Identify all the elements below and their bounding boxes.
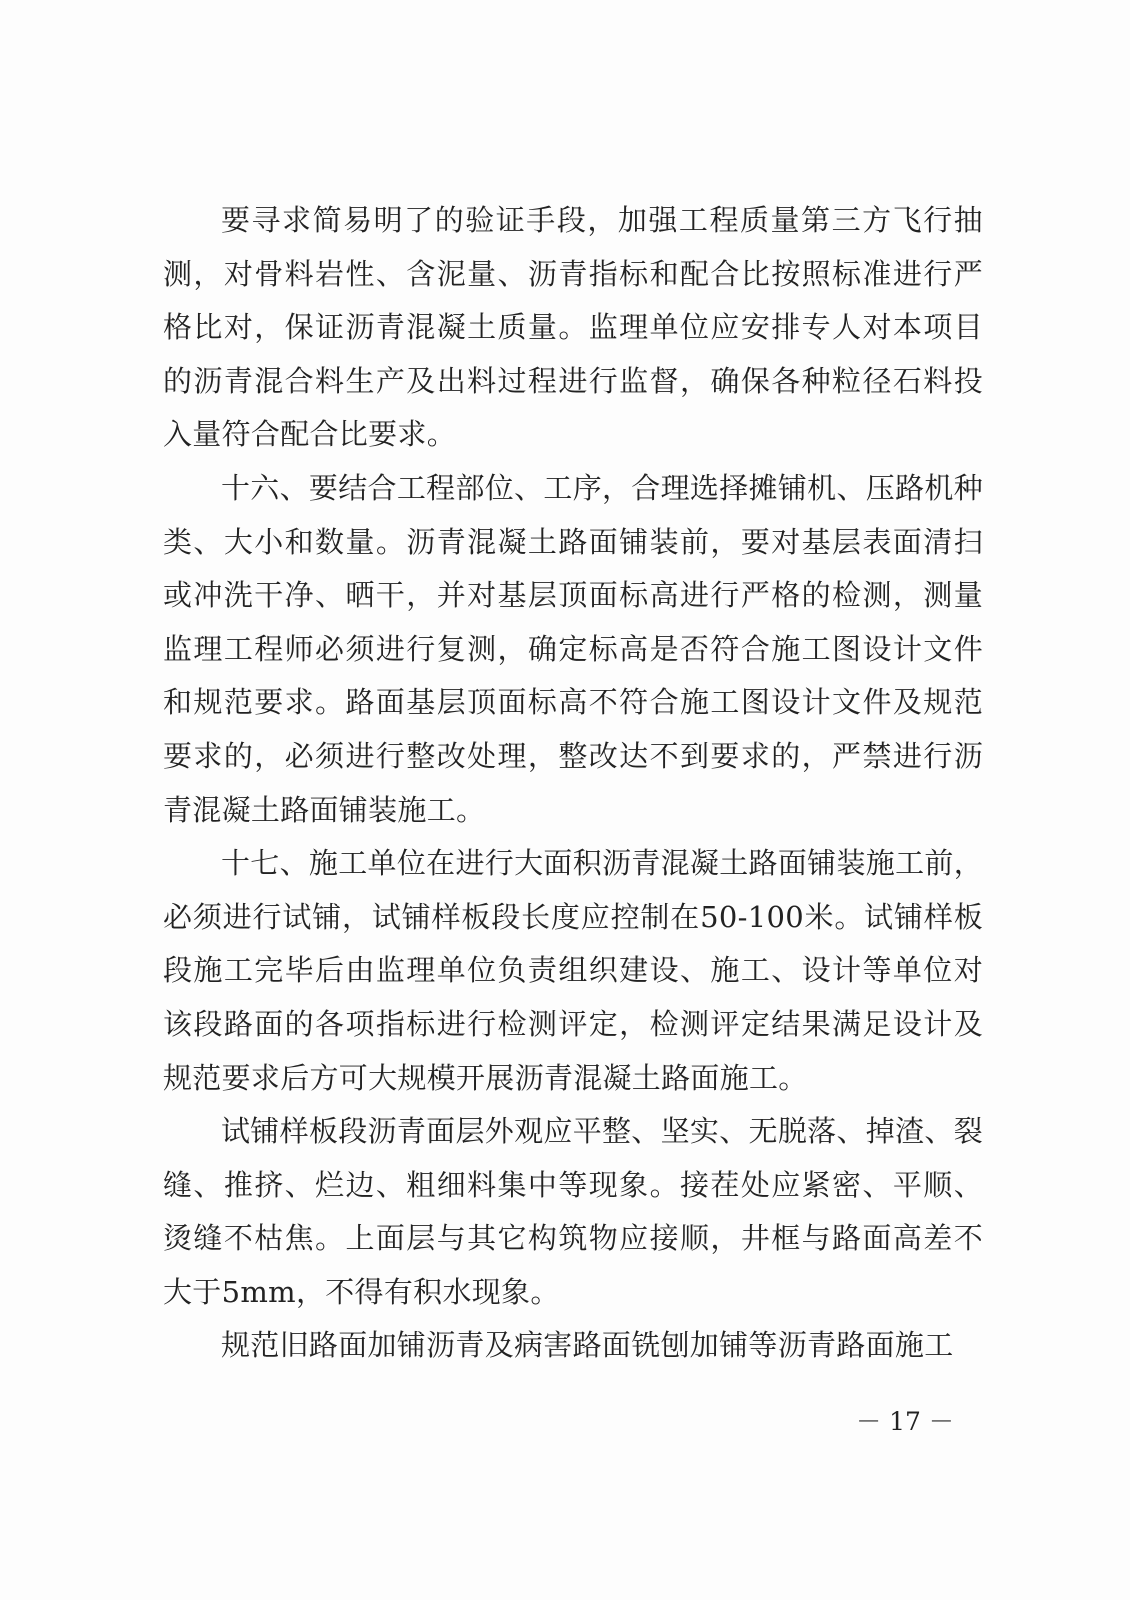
paragraph-aggregate-quality: 要寻求简易明了的验证手段，加强工程质量第三方飞行抽测，对骨料岩性、含泥量、沥青指标和配合比按照标准进行严格比对，保证沥青混凝土质量。监理单位应安排专人对本项目的沥青混合料生产及出料过程进行监督，确保各种粒径石料投入量符合配合比要求。 [163, 203, 983, 452]
paragraph-old-road-overlay: 规范旧路面加铺沥青及病害路面铣刨加铺等沥青路面施工 [221, 1328, 954, 1363]
paragraph-item-17: 十七、施工单位在进行大面积沥青混凝土路面铺装施工前，必须进行试铺，试铺样板段长度应控制在50-100米。试铺样板段施工完毕后由监理单位负责组织建设、施工、设计等单位对该段路面的各项指标进行检测评定，检测评定结果满足设计及规范要求后方可大规模开展沥青混凝土路面施工。 [163, 846, 983, 1095]
document-body [163, 194, 983, 1373]
paragraph-item-16: 十六、要结合工程部位、工序，合理选择摊铺机、压路机种类、大小和数量。沥青混凝土路面铺装前，要对基层表面清扫或冲洗干净、晒干，并对基层顶面标高进行严格的检测，测量监理工程师必须进行复测，确定标高是否符合施工图设计文件和规范要求。路面基层顶面标高不符合施工图设计文件及规范要求的，必须进行整改处理，整改达不到要求的，严禁进行沥青混凝土路面铺装施工。 [163, 470, 983, 827]
paragraph-trial-section-appearance: 试铺样板段沥青面层外观应平整、坚实、无脱落、掉渣、裂缝、推挤、烂边、粗细料集中等现象。接茬处应紧密、平顺、烫缝不枯焦。上面层与其它构筑物应接顺，井框与路面高差不大于5mm，不得有积水现象。 [163, 1114, 983, 1309]
page-number: － 17 － [856, 1407, 954, 1436]
